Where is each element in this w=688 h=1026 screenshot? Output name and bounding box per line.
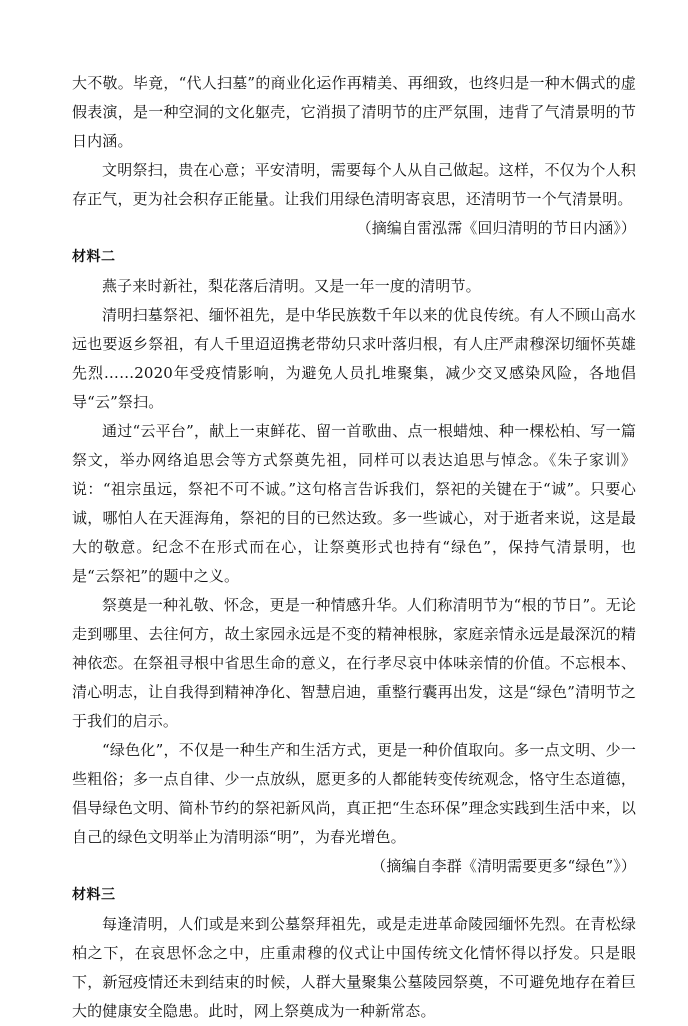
material-2-paragraph-3: 通过“云平台”，献上一束鲜花、留一首歌曲、点一根蜡烛、种一棵松柏、写一篇祭文，举办网络追思会等方式祭奠先祖，同样可以表达追思与悼念。《朱子家训》说：“祖宗虽远，祭祀不可不诚。”这句格言告诉我们，祭祀的关键在于“诚”。只要心诚，哪怕人在天涯海角，祭祀的目的已然达致。多一些诚心，对于逝者来说，这是最大的敬意。纪念不在形式而在心，让祭奠形式也持有“绿色”，保持气清景明，也是“云祭祀”的题中之义。 (72, 422, 636, 585)
material-3-heading: 材料三 (72, 887, 116, 903)
document-body (72, 69, 636, 1026)
source-citation-1: （摘编自雷泓霈《回归清明的节日内涵》） (356, 219, 636, 237)
material-2-paragraph-1: 燕子来时新社，梨花落后清明。又是一年一度的清明节。 (102, 277, 481, 295)
material-2-paragraph-4: 祭奠是一种礼敬、怀念，更是一种情感升华。人们称清明节为“根的节日”。无论走到哪里、去往何方，故土家园永远是不变的精神根脉，家庭亲情永远是最深沉的精神依恋。在祭祖寻根中省思生命的意义，在行孝尽哀中体味亲情的价值。不忘根本、清心明志，让自我得到精神净化、智慧启迪，重整行囊再出发，这是“绿色”清明节之于我们的启示。 (72, 596, 636, 730)
intro-paragraph-1: 大不敬。毕竟，“代人扫墓”的商业化运作再精美、再细致，也终归是一种木偶式的虚假表演，是一种空洞的文化躯壳，它消损了清明节的庄严氛围，违背了气清景明的节日内涵。 (72, 74, 636, 150)
material-2-paragraph-5: “绿色化”，不仅是一种生产和生活方式，更是一种价值取向。多一点文明、少一些粗俗；多一点自律、少一点放纵，愿更多的人都能转变传统观念，恪守生态道德，倡导绿色文明、简朴节约的祭祀新风尚，真正把“生态环保”理念实践到生活中来，以自己的绿色文明举止为清明添“明”，为春光增色。 (72, 741, 636, 846)
source-citation-2: （摘编自李群《清明需要更多“绿色”》） (371, 857, 636, 875)
material-2-paragraph-2: 清明扫墓祭祀、缅怀祖先，是中华民族数千年以来的优良传统。有人不顾山高水远也要返乡祭祖，有人千里迢迢携老带幼只求叶落归根，有人庄严肃穆深切缅怀英雄先烈……2020年受疫情影响，为避免人员扎堆聚集，减少交叉感染风险，各地倡导“云”祭扫。 (72, 306, 636, 411)
material-3-paragraph-1: 每逢清明，人们或是来到公墓祭拜祖先，或是走进革命陵园缅怀先烈。在青松绿柏之下，在哀思怀念之中，庄重肃穆的仪式让中国传统文化情怀得以抒发。只是眼下，新冠疫情还未到结束的时候，人群大量聚集公墓陵园祭奠，不可避免地存在着巨大的健康安全隐患。此时，网上祭奠成为一种新常态。 (72, 915, 636, 1020)
intro-paragraph-2: 文明祭扫，贵在心意；平安清明，需要每个人从自己做起。这样，不仅为个人积存正气，更为社会积存正能量。让我们用绿色清明寄哀思，还清明节一个气清景明。 (72, 161, 636, 208)
material-2-heading: 材料二 (72, 249, 116, 265)
